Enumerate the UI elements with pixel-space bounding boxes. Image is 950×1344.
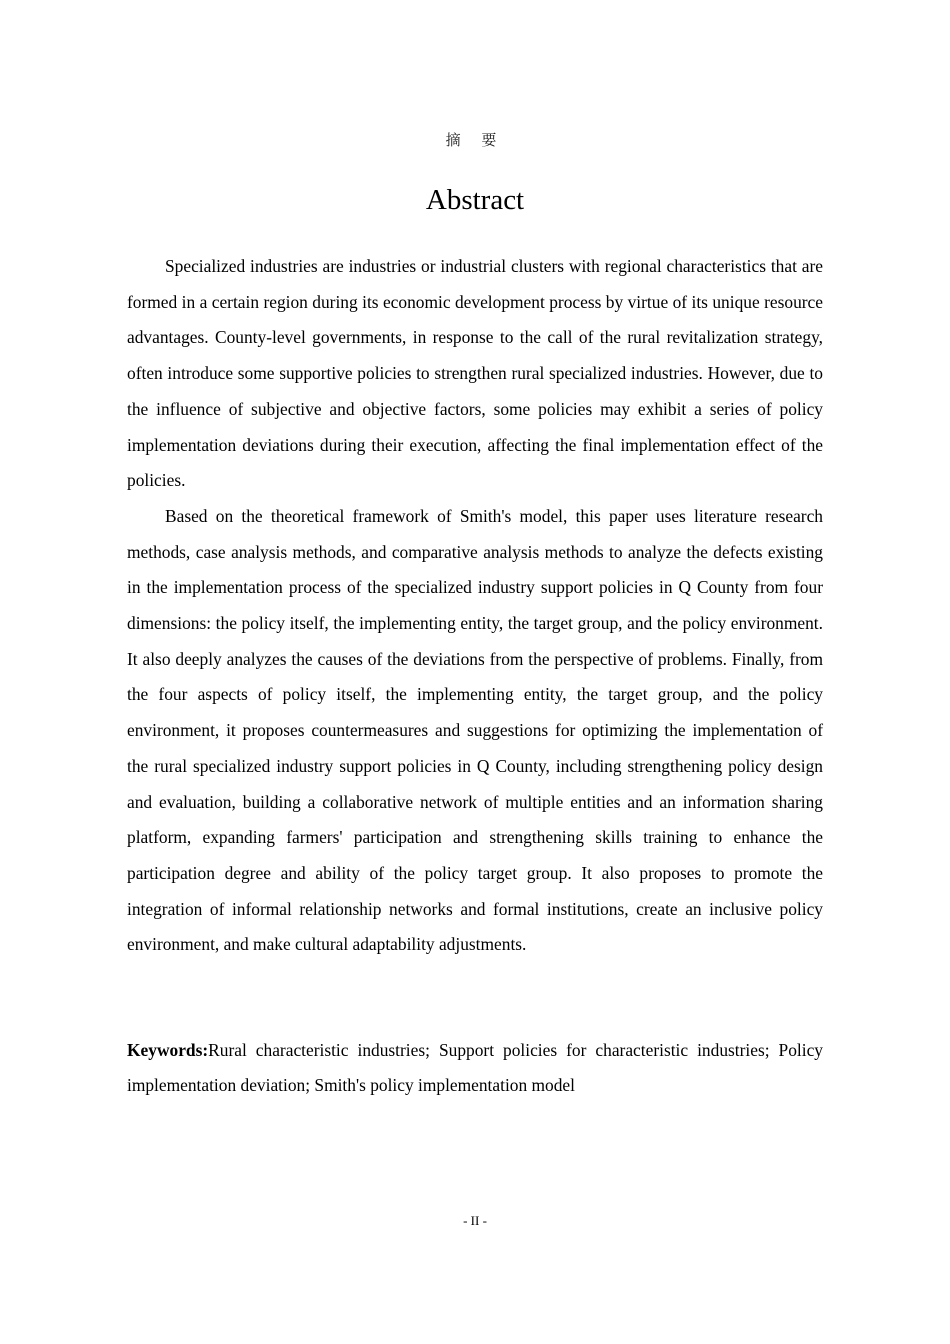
page-title: Abstract (425, 184, 525, 216)
keywords-text: Rural characteristic industries; Support policies for characteristic industries; Policy implementation deviation; Smith's policy implementation model (127, 1040, 823, 1096)
abstract-body (127, 249, 823, 963)
section-label-cn: 摘 要 (445, 131, 505, 149)
abstract-paragraph-2: Based on the theoretical framework of Smith's model, this paper uses literature research methods, case analysis methods, and comparative analysis methods to analyze the defects existing in the implementation process of the specialized industry support policies in Q County from four dimensions: the policy itself, the implementing entity, the target group, and the policy environment. It also deeply analyzes the causes of the deviations from the perspective of problems. Finally, from the four aspects of policy itself, the implementing entity, the target group, and the policy environment, it proposes countermeasures and suggestions for optimizing the implementation of the rural specialized industry support policies in Q County, including strengthening policy design and evaluation, building a collaborative network of multiple entities and an information sharing platform, expanding farmers' participation and strengthening skills training to enhance the participation degree and ability of the policy target group. It also proposes to promote the integration of informal relationship networks and formal institutions, create an inclusive policy environment, and make cultural adaptability adjustments. (127, 505, 823, 955)
keywords-label: Keywords: (127, 1040, 209, 1060)
keywords-block (127, 1033, 823, 1104)
page-number: - II - (463, 1213, 487, 1228)
abstract-paragraph-1: Specialized industries are industries or industrial clusters with regional characteristics that are formed in a certain region during its economic development process by virtue of its unique resource advantages. County-level governments, in response to the call of the rural revitalization strategy, often introduce some supportive policies to strengthen rural specialized industries. However, due to the influence of subjective and objective factors, some policies may exhibit a series of policy implementation deviations during their execution, affecting the final implementation effect of the policies. (127, 256, 823, 491)
